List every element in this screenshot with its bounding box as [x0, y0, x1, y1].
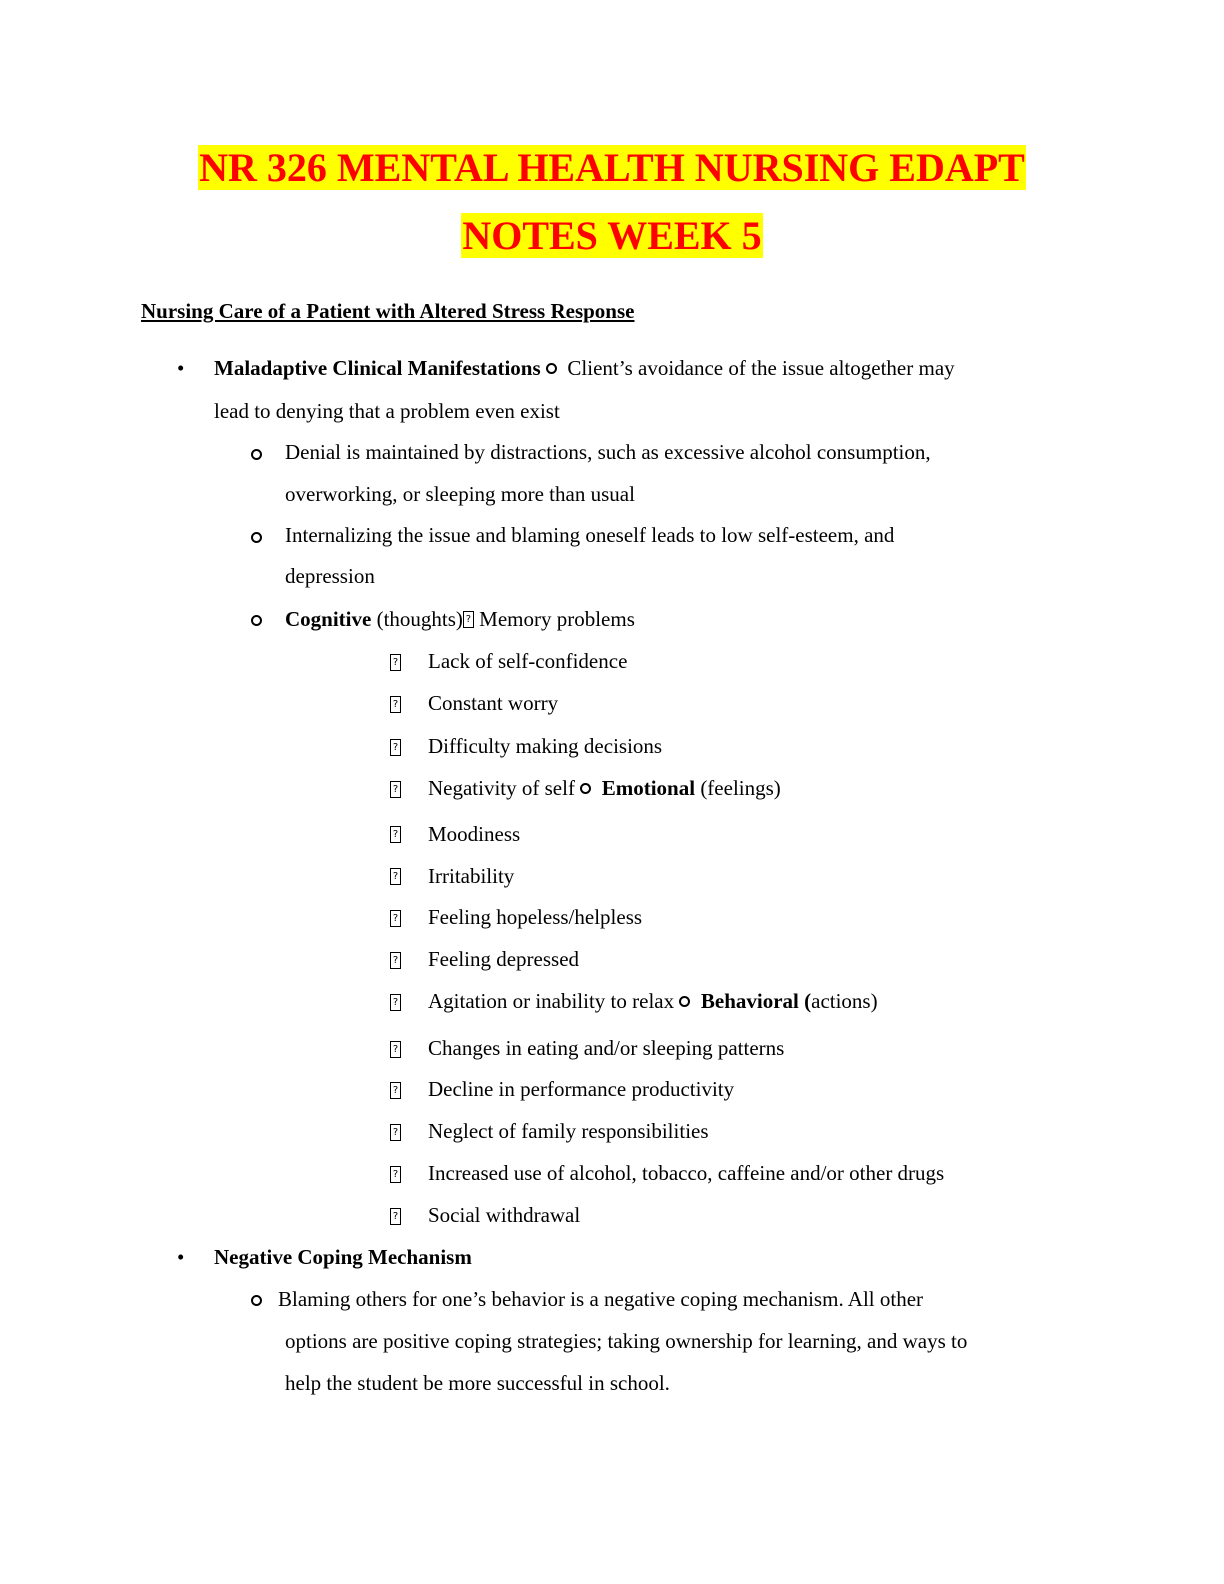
- cognitive-label: Cognitive: [285, 607, 372, 631]
- missing-glyph-icon: ?: [390, 868, 401, 885]
- cognitive-desc: (thoughts): [376, 607, 463, 631]
- emotional-item: Irritability: [428, 864, 515, 888]
- cognitive-item: Difficulty making decisions: [428, 734, 663, 758]
- circle-bullet-icon: [251, 532, 262, 543]
- cognitive-line: [285, 606, 635, 632]
- maladaptive-label: Maladaptive Clinical Manifestations: [214, 356, 541, 380]
- bullet-icon: •: [177, 1245, 185, 1269]
- missing-glyph-icon: ?: [390, 781, 401, 798]
- missing-glyph-icon: ?: [463, 611, 474, 628]
- missing-glyph-icon: ?: [390, 739, 401, 756]
- emotional-label: Emotional: [601, 776, 696, 800]
- title-text-1: NR 326 MENTAL HEALTH NURSING EDAPT: [199, 145, 1025, 190]
- behavioral-line: [428, 988, 878, 1014]
- behavioral-item: Changes in eating and/or sleeping patterns: [428, 1036, 785, 1060]
- negative-coping-text-b: options are positive coping strategies; taking ownership for learning, and ways to: [285, 1329, 968, 1353]
- section-heading: Nursing Care of a Patient with Altered Stress Response: [141, 299, 635, 323]
- behavioral-item: Neglect of family responsibilities: [428, 1119, 709, 1143]
- negative-coping-text-c: help the student be more successful in school.: [285, 1371, 670, 1395]
- title-line-2: [0, 212, 1224, 260]
- circle-bullet-icon: [251, 615, 262, 626]
- missing-glyph-icon: ?: [390, 1082, 401, 1099]
- negative-coping-label: [214, 1244, 472, 1270]
- maladaptive-sub2-b: overworking, or sleeping more than usual: [285, 482, 635, 506]
- maladaptive-sub1-b: lead to denying that a problem even exist: [214, 399, 560, 423]
- cognitive-item: Negativity of self: [428, 776, 575, 800]
- maladaptive-line-1: [214, 355, 955, 381]
- bullet-icon: •: [177, 356, 185, 380]
- maladaptive-sub3-b: depression: [285, 564, 375, 588]
- circle-bullet-icon: [580, 783, 591, 794]
- missing-glyph-icon: ?: [390, 994, 401, 1011]
- maladaptive-sub2-a: Denial is maintained by distractions, such as excessive alcohol consumption,: [285, 440, 931, 464]
- emotional-item: Feeling depressed: [428, 947, 580, 971]
- title-text-2: NOTES WEEK 5: [462, 213, 762, 258]
- missing-glyph-icon: ?: [390, 826, 401, 843]
- cognitive-item: Constant worry: [428, 691, 559, 715]
- missing-glyph-icon: ?: [390, 910, 401, 927]
- circle-bullet-icon: [546, 363, 557, 374]
- title-line-1: [0, 144, 1224, 192]
- missing-glyph-icon: ?: [390, 1041, 401, 1058]
- maladaptive-sub3-a: Internalizing the issue and blaming oneself leads to low self-esteem, and: [285, 523, 895, 547]
- emotional-item: Feeling hopeless/helpless: [428, 905, 643, 929]
- emotional-item: Agitation or inability to relax: [428, 989, 675, 1013]
- behavioral-item: Decline in performance productivity: [428, 1077, 735, 1101]
- missing-glyph-icon: ?: [390, 696, 401, 713]
- circle-bullet-icon: [251, 1295, 262, 1306]
- missing-glyph-icon: ?: [390, 1166, 401, 1183]
- missing-glyph-icon: ?: [390, 1208, 401, 1225]
- behavioral-desc: actions): [811, 989, 878, 1013]
- missing-glyph-icon: ?: [390, 952, 401, 969]
- emotional-item: Moodiness: [428, 822, 521, 846]
- circle-bullet-icon: [679, 996, 690, 1007]
- emotional-desc: (feelings): [700, 776, 781, 800]
- behavioral-label: Behavioral (: [700, 989, 812, 1013]
- negative-coping-label-text: Negative Coping Mechanism: [214, 1245, 472, 1269]
- maladaptive-sub1-a: Client’s avoidance of the issue altogether may: [567, 356, 955, 380]
- behavioral-item: Social withdrawal: [428, 1203, 581, 1227]
- circle-bullet-icon: [251, 449, 262, 460]
- behavioral-item: Increased use of alcohol, tobacco, caffeine and/or other drugs: [428, 1161, 945, 1185]
- missing-glyph-icon: ?: [390, 654, 401, 671]
- cognitive-item: Lack of self-confidence: [428, 649, 628, 673]
- missing-glyph-icon: ?: [390, 1124, 401, 1141]
- cognitive-item: Memory problems: [479, 607, 635, 631]
- negative-coping-text-a: Blaming others for one’s behavior is a negative coping mechanism. All other: [278, 1287, 924, 1311]
- emotional-line: [428, 775, 781, 801]
